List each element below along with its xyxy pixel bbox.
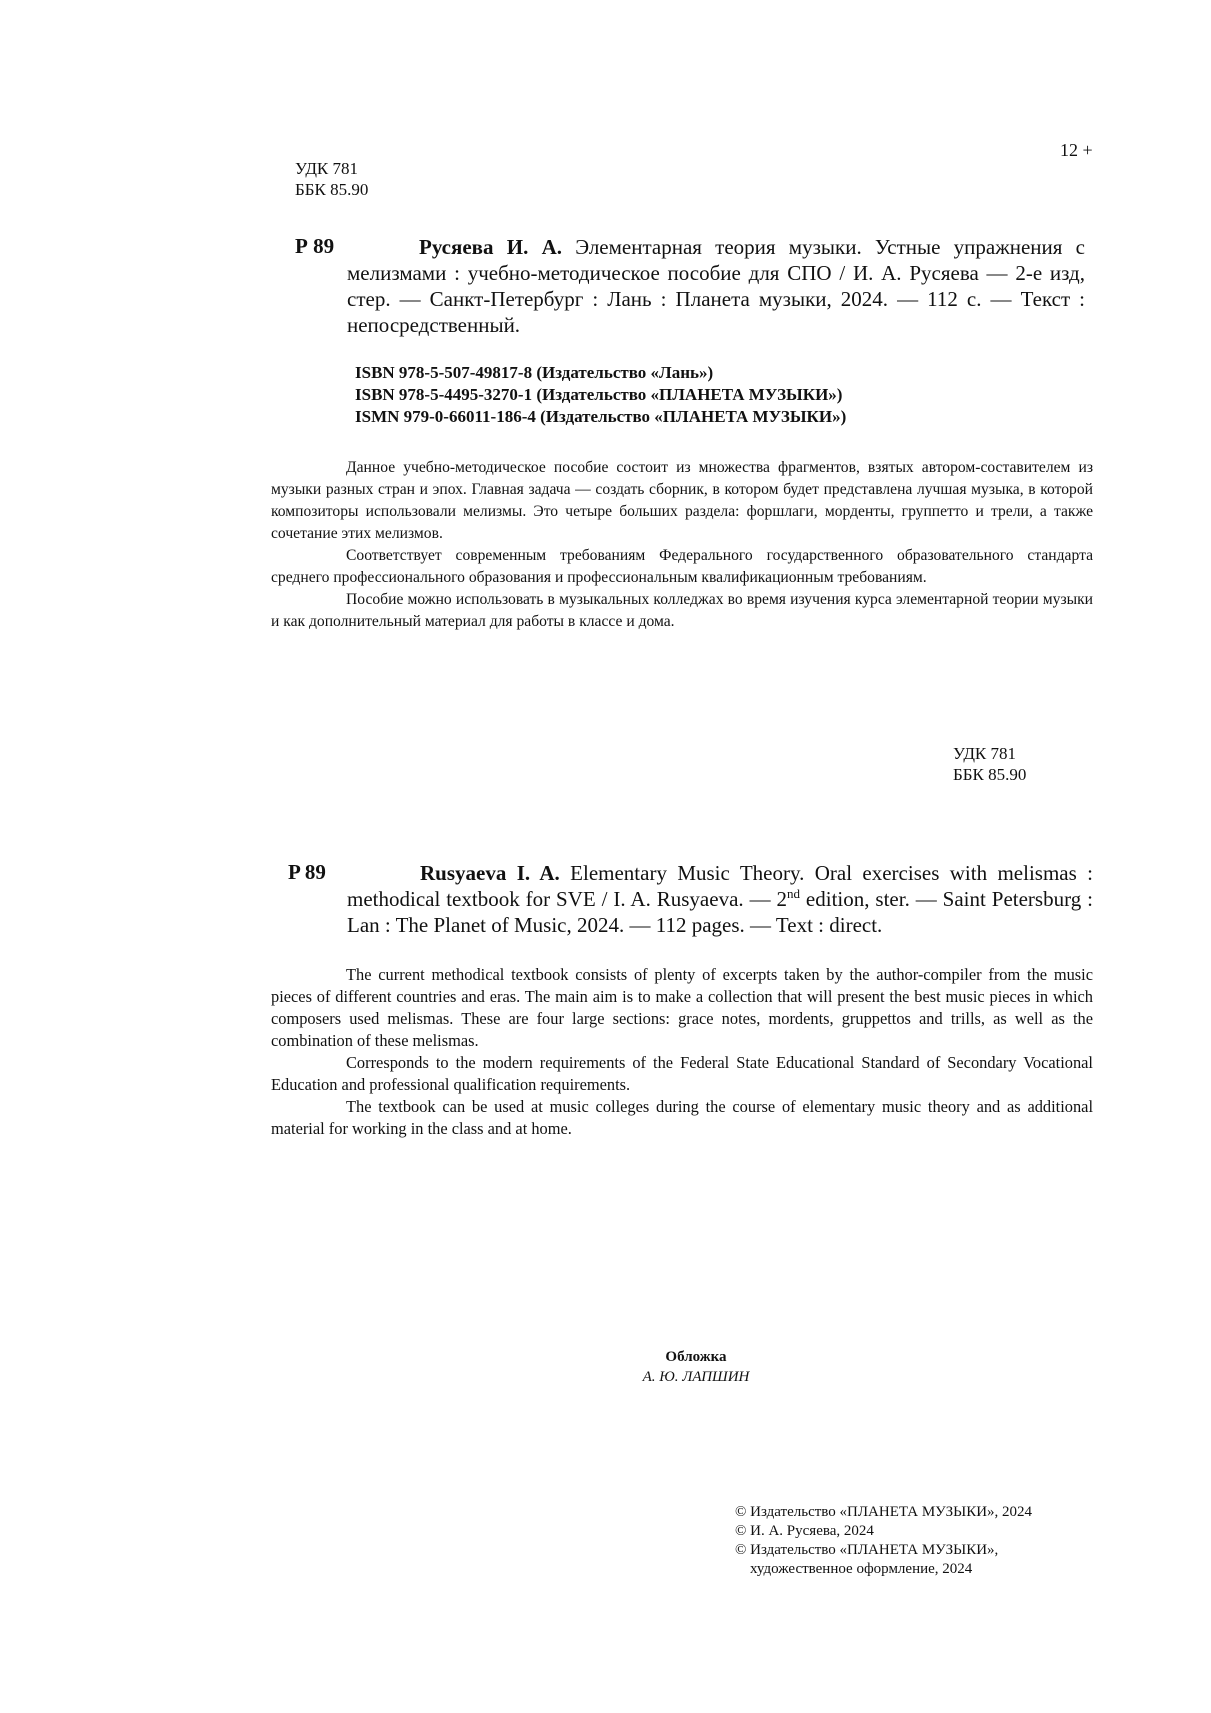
isbn-line: ISBN 978-5-507-49817-8 (Издательство «Лань») xyxy=(355,363,714,382)
copyright-line: художественное оформление, 2024 xyxy=(750,1561,973,1577)
copyright-block xyxy=(735,1503,1032,1579)
bbk-code: ББК 85.90 xyxy=(295,180,369,199)
entry-text-ru: Элементарная теория музыки. Устные упражнения с мелизмами : учебно-методическое пособие для СПО / И. А. Русяева — 2-е изд, стер. — Санкт-Петербург : Лань : Планета музыки, 2024. — 112 с. — Текст : непосредственный. xyxy=(347,235,1085,337)
bbk-code: ББК 85.90 xyxy=(953,765,1027,784)
annotation-paragraph: The current methodical textbook consists of plenty of excerpts taken by the author-compiler from the music pieces of different countries and eras. The main aim is to make a collection that will present the best music pieces in which composers used melismas. These are four large sections: grace notes, mordents, gruppettos and trills, as well as the combination of these melismas. xyxy=(271,965,1093,1050)
udk-code: УДК 781 xyxy=(295,159,359,178)
cover-label: Обложка xyxy=(665,1349,727,1365)
udk-code: УДК 781 xyxy=(953,744,1017,763)
annotation-paragraph: Corresponds to the modern requirements of the Federal State Educational Standard of Secondary Vocational Education and professional qualification requirements. xyxy=(271,1053,1093,1094)
copyright-line: © Издательство «ПЛАНЕТА МУЗЫКИ», xyxy=(735,1542,999,1558)
annotation-en xyxy=(271,964,1093,1140)
entry-text-en: Elementary Music Theory. Oral exercises with melismas : methodical textbook for SVE / I. A. Rusyaeva. — 2 xyxy=(347,861,1093,911)
annotation-paragraph: Пособие можно использовать в музыкальных колледжах во время изучения курса элементарной теории музыки и как дополнительный материал для работы в классе и дома. xyxy=(271,591,1093,630)
annotation-paragraph: Данное учебно-методическое пособие состоит из множества фрагментов, взятых автором-составителем из музыки разных стран и эпох. Главная задача — создать сборник, в котором будет представлена лучшая музыка, в которой композиторы использовали мелизмы. Это четыре больших раздела: форшлаги, морденты, группетто и трели, а также сочетание этих мелизмов. xyxy=(271,459,1093,542)
ordinal-suffix: nd xyxy=(787,886,800,901)
bibliographic-entry-en xyxy=(347,860,1093,938)
bibliographic-entry-ru xyxy=(347,234,1085,338)
annotation-paragraph: The textbook can be used at music colleges during the course of elementary music theory and as additional material for working in the class and at home. xyxy=(271,1097,1093,1138)
annotation-paragraph: Соответствует современным требованиям Федерального государственного образовательного стандарта среднего профессионального образования и профессиональным квалификационным требованиям. xyxy=(271,547,1093,586)
entry-text-en-cont: edition, ster. — Saint Petersburg : Lan : The Planet of Music, 2024. — 112 pages. — Text : direct. xyxy=(347,887,1093,937)
classification-top xyxy=(295,158,368,200)
cover-credit xyxy=(560,1347,832,1387)
copyright-line: © И. А. Русяева, 2024 xyxy=(735,1523,874,1539)
age-rating: 12 + xyxy=(1060,140,1093,160)
author-name-en: Rusyaeva I. A. xyxy=(420,861,560,885)
author-name-ru: Русяева И. А. xyxy=(419,235,562,259)
isbn-line: ISBN 978-5-4495-3270-1 (Издательство «ПЛАНЕТА МУЗЫКИ») xyxy=(355,385,843,404)
classification-mid xyxy=(953,743,1026,785)
copyright-line: © Издательство «ПЛАНЕТА МУЗЫКИ», 2024 xyxy=(735,1504,1033,1520)
ismn-line: ISMN 979-0-66011-186-4 (Издательство «ПЛАНЕТА МУЗЫКИ») xyxy=(355,407,847,426)
isbn-block xyxy=(355,362,846,428)
author-mark-ru: Р 89 xyxy=(295,234,335,258)
annotation-ru xyxy=(271,457,1093,633)
author-mark-en: P 89 xyxy=(288,860,326,884)
cover-artist: А. Ю. ЛАПШИН xyxy=(642,1369,750,1385)
